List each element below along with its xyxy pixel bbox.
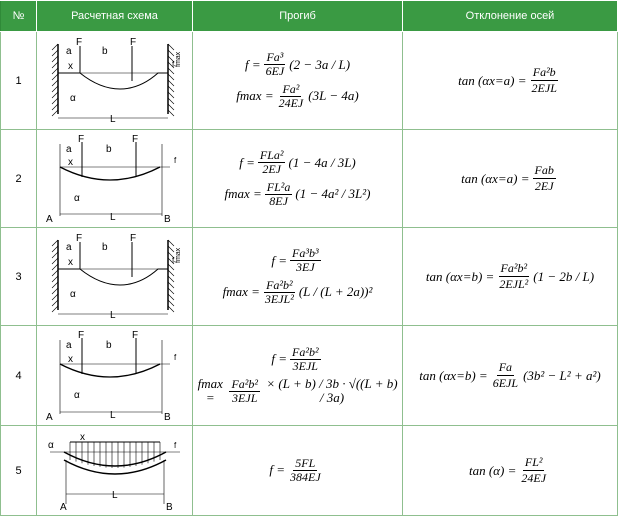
svg-text:F: F: [77, 133, 84, 145]
deflection-cell: [193, 228, 403, 326]
axis-cell: [403, 326, 618, 426]
deflection-cell: [193, 326, 403, 426]
formula-fraction: [258, 149, 286, 176]
svg-text:A: A: [59, 501, 67, 512]
formula-line: [461, 163, 559, 194]
formula-fraction: [497, 261, 530, 292]
fraction-numerator: FL²: [524, 455, 543, 469]
svg-text:fmax: fmax: [174, 247, 182, 263]
formula-line: [194, 181, 401, 208]
formula-line: [419, 360, 600, 391]
fraction-denominator: 3EJ: [295, 260, 315, 275]
fraction-denominator: 3EJL: [292, 358, 318, 373]
svg-text:L: L: [109, 211, 116, 223]
table-row: [1, 228, 618, 326]
svg-text:fmax: fmax: [174, 51, 182, 67]
scheme-cell: [37, 326, 193, 426]
formula-line: [194, 279, 401, 306]
fraction-numerator: Fa³b³: [292, 246, 319, 261]
formula-rest: (3b² − L² + a²): [523, 367, 601, 383]
formula-lhs: tan (α) =: [468, 462, 517, 478]
formula-line: [426, 261, 594, 292]
scheme-cell: [37, 130, 193, 228]
table-row: [1, 130, 618, 228]
formula-line: [194, 51, 401, 78]
formula-rest: (1 − 4a² / 3L²): [295, 186, 371, 202]
header-deflection: Прогиб: [193, 1, 403, 32]
formula-rest: (1 − 2b / L): [533, 268, 595, 284]
formula-fraction: [265, 181, 293, 208]
row-number: 5: [1, 426, 37, 516]
fraction-denominator: 2EJ: [262, 162, 281, 177]
fraction-denominator: 8EJ: [269, 193, 288, 208]
header-axis: Отклонение осей: [403, 1, 618, 32]
formula-line: [194, 346, 401, 373]
fraction-numerator: Fa: [498, 360, 513, 374]
formula-rest: (L / (L + 2a))²: [298, 284, 373, 300]
svg-text:B: B: [163, 213, 171, 224]
header-scheme: Расчетная схема: [37, 1, 193, 32]
deflection-cell: [193, 130, 403, 228]
fraction-denominator: 3EJL²: [264, 291, 294, 306]
formula-fraction: [533, 163, 556, 194]
formula-line: [194, 83, 401, 110]
fraction-denominator: 3EJL: [232, 390, 258, 405]
svg-text:α: α: [69, 92, 76, 104]
formula-lhs: tan (αx=b) =: [419, 367, 488, 383]
formula-lhs: f =: [244, 56, 261, 72]
table-row: [1, 426, 618, 516]
fraction-numerator: Fa²b²: [231, 376, 258, 391]
formula-rest: (1 − 4a / 3L): [288, 154, 356, 170]
scheme-cell: [37, 32, 193, 130]
svg-text:f: f: [171, 255, 174, 265]
header-row: [1, 1, 618, 32]
deflection-cell: [193, 426, 403, 516]
scheme-cell: [37, 426, 193, 516]
axis-cell: [403, 228, 618, 326]
formula-line: [194, 247, 401, 274]
svg-text:x: x: [67, 256, 73, 268]
formula-lhs: f =: [271, 252, 288, 268]
table-row: [1, 32, 618, 130]
svg-text:B: B: [165, 501, 173, 512]
formula-lhs: fmax =: [197, 375, 223, 406]
formula-lhs: fmax =: [222, 284, 260, 300]
fraction-denominator: 6EJL: [492, 376, 519, 390]
formula-line: [194, 457, 401, 484]
svg-text:L: L: [109, 113, 116, 125]
formula-line: [469, 455, 551, 486]
svg-text:F: F: [129, 36, 136, 48]
svg-text:A: A: [45, 213, 53, 224]
beam-scheme-diagram: [40, 134, 190, 224]
formula-fraction: [264, 51, 287, 78]
formula-lhs: f =: [269, 462, 285, 478]
row-number: 2: [1, 130, 37, 228]
fraction-numerator: Fa²: [282, 81, 300, 96]
fraction-denominator: 2EJL: [531, 81, 557, 95]
fraction-denominator: 24EJ: [278, 95, 304, 110]
formula-fraction: [290, 247, 321, 274]
table-row: [1, 326, 618, 426]
formula-rest: × (L + b) / 3b · √((L + b) / 3a): [266, 375, 398, 406]
formula-fraction: [229, 378, 260, 405]
formula-lhs: f =: [271, 351, 288, 367]
fraction-numerator: Fab: [534, 163, 554, 177]
formula-lhs: fmax =: [224, 186, 262, 202]
header-num: №: [1, 1, 37, 32]
deflection-cell: [193, 32, 403, 130]
svg-text:a: a: [65, 339, 72, 351]
svg-text:x: x: [67, 60, 73, 72]
fraction-numerator: Fa²b²: [500, 261, 528, 275]
svg-text:α: α: [69, 288, 76, 300]
svg-text:f: f: [173, 440, 176, 450]
svg-text:b: b: [101, 241, 108, 253]
formula-line: [458, 65, 562, 96]
svg-text:x: x: [67, 156, 73, 168]
svg-text:A: A: [45, 411, 53, 422]
formula-fraction: [519, 455, 548, 486]
fraction-numerator: Fa³: [266, 50, 284, 65]
svg-text:b: b: [105, 143, 112, 155]
formula-lhs: tan (αx=b) =: [425, 268, 495, 284]
formula-fraction: [288, 457, 323, 484]
svg-text:f: f: [173, 352, 176, 362]
axis-cell: [403, 32, 618, 130]
formula-fraction: [263, 279, 296, 306]
formula-line: [194, 377, 401, 406]
fraction-denominator: 24EJ: [521, 471, 547, 485]
row-number: 3: [1, 228, 37, 326]
formula-lhs: tan (αx=a) =: [458, 72, 527, 88]
formula-fraction: [277, 83, 306, 110]
fraction-numerator: 5FL: [295, 455, 316, 470]
fraction-numerator: Fa²b: [532, 65, 556, 79]
formula-rest: (3L − 4a): [308, 88, 359, 104]
beam-scheme-diagram: [40, 36, 190, 126]
svg-text:a: a: [65, 45, 72, 57]
formula-lhs: tan (αx=a) =: [461, 170, 530, 186]
svg-text:F: F: [129, 232, 136, 244]
svg-text:f: f: [173, 155, 176, 165]
svg-text:F: F: [131, 329, 138, 341]
svg-text:F: F: [75, 232, 82, 244]
fraction-denominator: 6EJ: [265, 64, 285, 79]
fraction-denominator: 2EJ: [534, 179, 554, 193]
formula-fraction: [530, 65, 559, 96]
scheme-cell: [37, 228, 193, 326]
svg-text:F: F: [131, 133, 138, 145]
formula-fraction: [491, 360, 520, 391]
svg-text:α: α: [73, 389, 80, 401]
axis-cell: [403, 130, 618, 228]
svg-text:a: a: [65, 241, 72, 253]
formula-lhs: fmax =: [236, 88, 274, 104]
formula-rest: (2 − 3a / L): [289, 56, 351, 72]
svg-text:α: α: [73, 192, 80, 204]
fraction-numerator: Fa²b²: [266, 277, 293, 292]
svg-text:F: F: [77, 329, 84, 341]
formula-line: [194, 149, 401, 176]
fraction-numerator: Fa²b²: [292, 344, 319, 359]
fraction-numerator: FL²a: [266, 179, 291, 194]
svg-text:L: L: [109, 309, 116, 321]
fraction-denominator: 2EJL²: [499, 277, 529, 291]
beam-scheme-diagram: [40, 330, 190, 422]
beam-scheme-diagram: [40, 232, 190, 322]
svg-text:L: L: [109, 409, 116, 421]
svg-text:L: L: [111, 489, 118, 501]
formula-lhs: f =: [239, 154, 255, 170]
svg-text:a: a: [65, 143, 72, 155]
fraction-numerator: FLa²: [259, 148, 284, 163]
svg-text:B: B: [163, 411, 171, 422]
axis-cell: [403, 426, 618, 516]
beam-scheme-diagram: [40, 430, 190, 512]
svg-text:f: f: [171, 59, 174, 69]
svg-text:x: x: [79, 431, 85, 443]
formula-fraction: [290, 346, 321, 373]
svg-text:b: b: [101, 45, 108, 57]
svg-text:α: α: [47, 439, 54, 451]
svg-text:x: x: [67, 353, 73, 365]
row-number: 4: [1, 326, 37, 426]
fraction-denominator: 384EJ: [289, 470, 321, 484]
row-number: 1: [1, 32, 37, 130]
svg-text:b: b: [105, 339, 112, 351]
svg-text:F: F: [75, 36, 82, 48]
